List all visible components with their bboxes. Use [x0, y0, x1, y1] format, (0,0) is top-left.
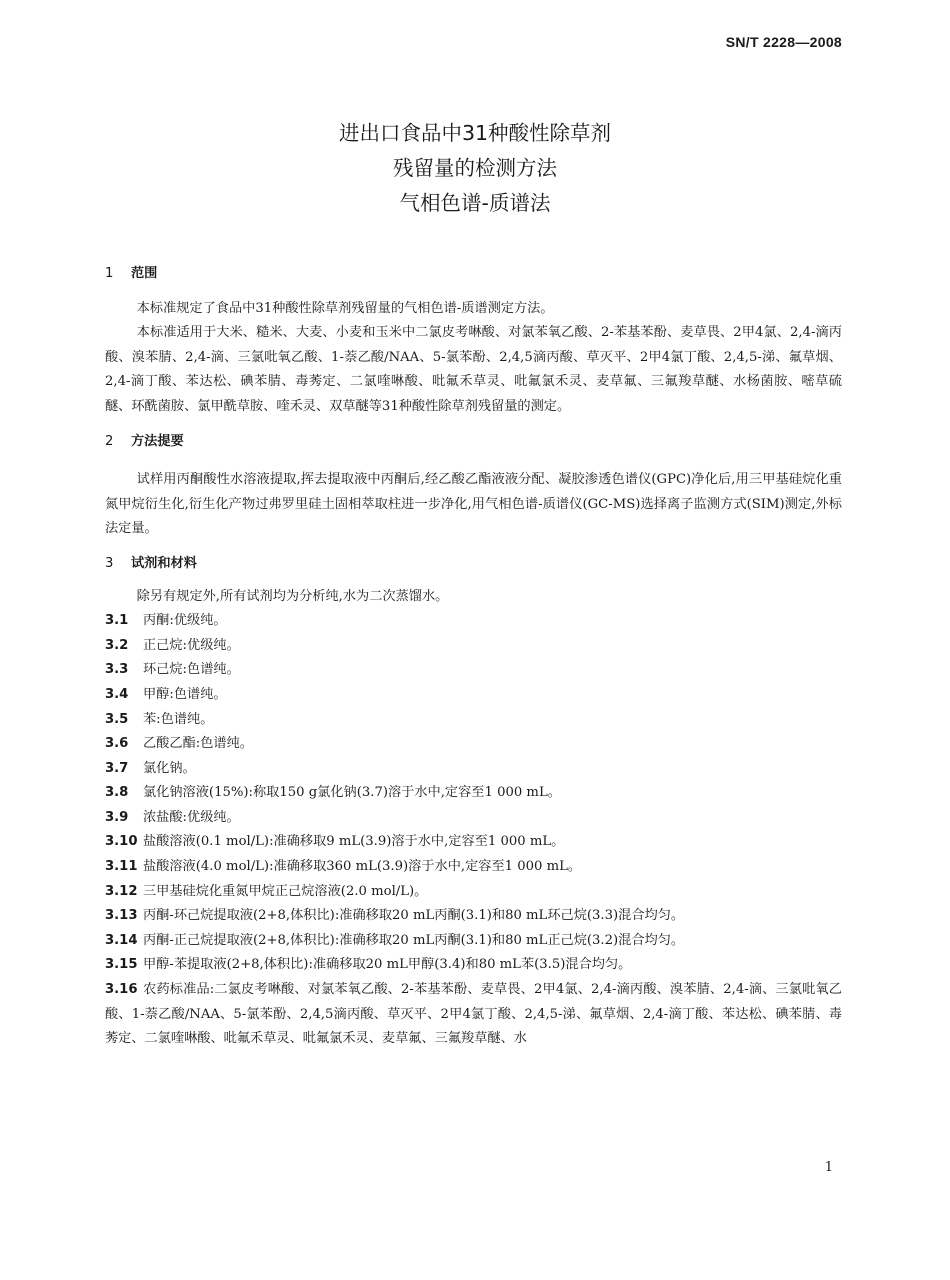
reagent-item-number: 3.2: [105, 637, 129, 653]
reagent-item: [105, 880, 842, 905]
page-number: 1: [824, 1160, 833, 1175]
reagent-item-text: 氯化钠溶液(15%):称取150 g氯化钠(3.7)溶于水中,定容至1 000 mL。: [143, 785, 561, 801]
document-body: [105, 262, 842, 1052]
reagent-item-number: 3.8: [105, 785, 129, 801]
section-heading-method: [105, 430, 842, 455]
reagent-item: [105, 953, 842, 978]
reagent-item: [105, 634, 842, 659]
title-line-3: 气相色谱-质谱法: [399, 191, 551, 215]
reagent-item: [105, 806, 842, 831]
reagent-item: [105, 855, 842, 880]
reagent-item-number: 3.3: [105, 662, 129, 678]
reagent-item-text: 丙酮-环己烷提取液(2+8,体积比):准确移取20 mL丙酮(3.1)和80 mL环己烷(3.3)混合均匀。: [143, 908, 685, 924]
reagent-item-text: 甲醇-苯提取液(2+8,体积比):准确移取20 mL甲醇(3.4)和80 mL苯(3.5)混合均匀。: [143, 957, 632, 973]
paragraph: 除另有规定外,所有试剂均为分析纯,水为二次蒸馏水。: [136, 588, 449, 604]
reagent-item: [105, 904, 842, 929]
reagent-item-number: 3.4: [105, 686, 129, 702]
paragraph: 试样用丙酮酸性水溶液提取,挥去提取液中丙酮后,经乙酸乙酯液液分配、凝胶渗透色谱仪(GPC)净化后,用三甲基硅烷化重氮甲烷衍生化,衍生化产物过弗罗里硅土固相萃取柱进一步净化,用气相色谱-质谱仪(GC-MS)选择离子监测方式(SIM)测定,外标法定量。: [105, 472, 842, 537]
reagent-item: [105, 609, 842, 634]
reagent-item-text: 乙酸乙酯:色谱纯。: [143, 736, 253, 752]
reagent-item-text: 苯:色谱纯。: [143, 711, 214, 727]
reagent-item-number: 3.7: [105, 760, 129, 776]
reagent-item-text: 氯化钠。: [143, 760, 196, 776]
reagent-item-number: 3.6: [105, 736, 129, 752]
reagent-item: [105, 929, 842, 954]
reagent-item-text: 丙酮:优级纯。: [143, 613, 227, 629]
reagent-item-number: 3.10: [105, 834, 138, 850]
reagent-item-number: 3.15: [105, 957, 138, 973]
section-title: 方法提要: [131, 433, 184, 449]
reagent-item-text: 盐酸溶液(0.1 mol/L):准确移取9 mL(3.9)溶于水中,定容至1 000 mL。: [143, 834, 565, 850]
reagent-item: [105, 830, 842, 855]
reagent-item-number: 3.13: [105, 908, 138, 924]
reagent-item-text: 浓盐酸:优级纯。: [143, 809, 240, 825]
reagent-item-number: 3.12: [105, 883, 138, 899]
section-title: 试剂和材料: [131, 555, 197, 571]
reagent-item-number: 3.9: [105, 809, 129, 825]
reagent-item: [105, 978, 842, 1052]
reagent-item-text: 甲醇:色谱纯。: [143, 686, 227, 702]
reagent-item-number: 3.11: [105, 859, 138, 875]
section-heading-reagents: [105, 552, 842, 577]
section-title: 范围: [131, 266, 158, 281]
reagent-list: [105, 609, 842, 1052]
reagent-item: [105, 732, 842, 757]
title-line-2: 残留量的检测方法: [393, 156, 557, 180]
paragraph: 本标准适用于大米、糙米、大麦、小麦和玉米中二氯皮考啉酸、对氯苯氧乙酸、2-苯基苯酚、麦草畏、2甲4氯、2,4-滴丙酸、溴苯腈、2,4-滴、三氯吡氧乙酸、1-萘乙酸/NAA、5-氯苯酚、2,4,5滴丙酸、草灭平、2甲4氯丁酸、2,4,5-涕、氟草烟、2,4-滴丁酸、苯达松、碘苯腈、毒莠定、二氯喹啉酸、吡氟禾草灵、吡氟氯禾灵、麦草氟、三氟羧草醚、水杨菌胺、嘧草硫醚、环酰菌胺、氯甲酰草胺、喹禾灵、双草醚等31种酸性除草剂残留量的测定。: [105, 325, 842, 414]
section-number: 1: [105, 266, 114, 281]
reagent-item: [105, 781, 842, 806]
reagent-item: [105, 757, 842, 782]
reagent-item-text: 农药标准品:二氯皮考啉酸、对氯苯氧乙酸、2-苯基苯酚、麦草畏、2甲4氯、2,4-滴丙酸、溴苯腈、2,4-滴、三氯吡氧乙酸、1-萘乙酸/NAA、5-氯苯酚、2,4,5滴丙酸、草灭平、2甲4氯丁酸、2,4,5-涕、氟草烟、2,4-滴丁酸、苯达松、碘苯腈、毒莠定、二氯喹啉酸、吡氟禾草灵、吡氟氯禾灵、麦草氟、三氟羧草醚、水: [105, 982, 842, 1047]
section-number: 2: [105, 433, 114, 449]
document-title: [0, 116, 950, 221]
section-number: 3: [105, 555, 114, 571]
standard-code: SN/T 2228—2008: [725, 34, 842, 50]
section-heading-scope: [105, 262, 842, 287]
reagent-item-text: 盐酸溶液(4.0 mol/L):准确移取360 mL(3.9)溶于水中,定容至1 000 mL。: [143, 859, 582, 875]
reagent-item-number: 3.16: [105, 982, 138, 998]
reagent-item-text: 丙酮-正己烷提取液(2+8,体积比):准确移取20 mL丙酮(3.1)和80 mL正己烷(3.2)混合均匀。: [143, 932, 685, 948]
reagent-item-text: 三甲基硅烷化重氮甲烷正己烷溶液(2.0 mol/L)。: [143, 883, 428, 899]
reagent-item-number: 3.5: [105, 711, 129, 727]
reagent-item: [105, 658, 842, 683]
paragraph: 本标准规定了食品中31种酸性除草剂残留量的气相色谱-质谱测定方法。: [136, 300, 554, 316]
reagent-item: [105, 683, 842, 708]
reagent-item-text: 环己烷:色谱纯。: [143, 662, 240, 678]
reagent-item-text: 正己烷:优级纯。: [143, 637, 240, 653]
reagent-item: [105, 708, 842, 733]
reagent-item-number: 3.14: [105, 932, 138, 948]
title-line-1: 进出口食品中31种酸性除草剂: [338, 121, 612, 145]
reagent-item-number: 3.1: [105, 613, 129, 629]
